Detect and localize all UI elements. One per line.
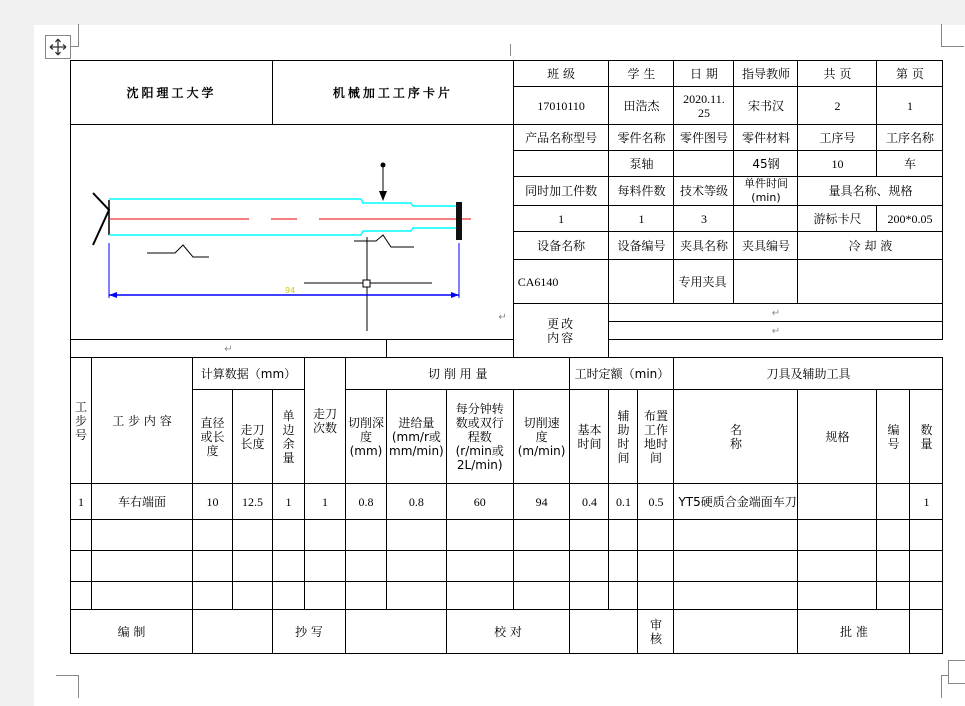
label-per-blank: 每料件数 xyxy=(609,177,674,206)
footer-review-value xyxy=(674,610,798,654)
col-base-time: 基本时间 xyxy=(570,390,609,484)
text-cursor-mark xyxy=(510,44,511,56)
label-tech-grade: 技术等级 xyxy=(674,177,734,206)
fixture-name-value: 专用夹具 xyxy=(674,260,734,304)
header-label-teacher: 指导教师 xyxy=(734,61,798,87)
student-value: 田浩杰 xyxy=(609,87,674,125)
label-part-name: 零件名称 xyxy=(609,125,674,151)
part-sketch xyxy=(71,125,505,340)
group-calc-data: 计算数据（mm） xyxy=(193,358,305,390)
col-layout-time: 布置工作地时间 xyxy=(638,390,674,484)
col-tool-qty: 数量 xyxy=(910,390,943,484)
col-tool-no: 编号 xyxy=(877,390,910,484)
per-blank-value: 1 xyxy=(609,206,674,232)
footer-compile-value xyxy=(193,610,273,654)
col-tool-spec: 规格 xyxy=(798,390,877,484)
label-fixture-no: 夹具编号 xyxy=(734,232,798,260)
change-line-3: ↵ xyxy=(71,340,387,358)
table-move-handle[interactable] xyxy=(45,35,71,59)
label-simultaneous-count: 同时加工件数 xyxy=(513,177,609,206)
footer-compile-label: 编 制 xyxy=(71,610,193,654)
part-material-value: 45钢 xyxy=(734,151,798,177)
step-aux-time: 0.1 xyxy=(609,484,638,520)
simultaneous-count-value: 1 xyxy=(513,206,609,232)
product-model-value xyxy=(513,151,609,177)
col-diameter: 直径或长度 xyxy=(193,390,233,484)
header-label-date: 日 期 xyxy=(674,61,734,87)
label-coolant: 冷 却 液 xyxy=(798,232,943,260)
part-drawing-no-value xyxy=(674,151,734,177)
step-speed: 94 xyxy=(513,484,570,520)
step-depth: 0.8 xyxy=(346,484,387,520)
table-row xyxy=(71,551,943,582)
change-line-1: ↵ xyxy=(609,304,943,322)
footer-approve-label: 批 准 xyxy=(798,610,910,654)
label-equipment-name: 设备名称 xyxy=(513,232,609,260)
dimension-label: 94 xyxy=(285,286,296,295)
crop-mark-top-right xyxy=(941,24,964,47)
group-tools: 刀具及辅助工具 xyxy=(674,358,943,390)
part-name-value: 泵轴 xyxy=(609,151,674,177)
col-feed: 进给量(mm/r或mm/min) xyxy=(387,390,447,484)
label-part-drawing-no: 零件图号 xyxy=(674,125,734,151)
step-passes: 1 xyxy=(305,484,346,520)
step-len: 12.5 xyxy=(233,484,273,520)
tech-grade-value: 3 xyxy=(674,206,734,232)
step-tool-spec xyxy=(798,484,877,520)
col-allowance: 单边余量 xyxy=(273,390,305,484)
label-process-no: 工序号 xyxy=(798,125,877,151)
crop-mark-bottom-left xyxy=(56,675,79,698)
university-name: 沈阳理工大学 xyxy=(71,61,273,125)
col-step-no: 工步号 xyxy=(71,358,92,484)
label-equipment-no: 设备编号 xyxy=(609,232,674,260)
col-passes: 走刀次数 xyxy=(305,358,346,484)
part-drawing-cell: 94 ↵ xyxy=(71,125,514,340)
footer-review-label: 审核 xyxy=(638,610,674,654)
date-value: 2020.11.25 xyxy=(674,87,734,125)
class-value: 17010110 xyxy=(513,87,609,125)
label-part-material: 零件材料 xyxy=(734,125,798,151)
gauge-name-value: 游标卡尺 xyxy=(798,206,877,232)
teacher-value: 宋书汉 xyxy=(734,87,798,125)
card-title: 机械加工工序卡片 xyxy=(273,61,514,125)
col-cut-depth: 切削深度(mm) xyxy=(346,390,387,484)
step-layout-time: 0.5 xyxy=(638,484,674,520)
step-allow: 1 xyxy=(273,484,305,520)
col-feed-length: 走刀长度 xyxy=(233,390,273,484)
footer-approve-value xyxy=(910,610,943,654)
step-tool-no xyxy=(877,484,910,520)
move-icon xyxy=(49,38,67,56)
step-base-time: 0.4 xyxy=(570,484,609,520)
process-no-value: 10 xyxy=(798,151,877,177)
resize-handle[interactable] xyxy=(948,660,965,684)
group-cutting: 切 削 用 量 xyxy=(346,358,570,390)
change-line-2: ↵ xyxy=(609,322,943,340)
col-step-content: 工 步 内 容 xyxy=(92,358,193,484)
table-row xyxy=(71,484,943,520)
header-label-student: 学 生 xyxy=(609,61,674,87)
footer-proofread-value xyxy=(570,610,638,654)
group-time: 工时定额（min） xyxy=(570,358,674,390)
step-tool-qty: 1 xyxy=(910,484,943,520)
label-fixture-name: 夹具名称 xyxy=(674,232,734,260)
equipment-no-value xyxy=(609,260,674,304)
coolant-value xyxy=(798,260,943,304)
footer-copy-value xyxy=(346,610,447,654)
page-value: 1 xyxy=(877,87,943,125)
step-rpm: 60 xyxy=(446,484,513,520)
col-tool-name: 名称 xyxy=(674,390,798,484)
change-content-label: 更改内容 xyxy=(513,304,609,358)
step-feed: 0.8 xyxy=(387,484,447,520)
footer-copy-label: 抄 写 xyxy=(273,610,346,654)
total-pages-value: 2 xyxy=(798,87,877,125)
col-rpm: 每分钟转数或双行程数(r/min或2L/min) xyxy=(446,390,513,484)
header-label-class: 班 级 xyxy=(513,61,609,87)
unit-time-value xyxy=(734,206,798,232)
table-row xyxy=(71,520,943,551)
step-dia: 10 xyxy=(193,484,233,520)
label-process-name: 工序名称 xyxy=(877,125,943,151)
step-no: 1 xyxy=(71,484,92,520)
table-row xyxy=(71,582,943,610)
fixture-no-value xyxy=(734,260,798,304)
header-label-total-pages: 共 页 xyxy=(798,61,877,87)
step-tool-name: YT5硬质合金端面车刀 xyxy=(674,484,798,520)
step-content: 车右端面 xyxy=(92,484,193,520)
col-speed: 切削速度(m/min) xyxy=(513,390,570,484)
col-aux-time: 辅助时间 xyxy=(609,390,638,484)
process-card-table xyxy=(70,60,943,654)
gauge-spec-value: 200*0.05 xyxy=(877,206,943,232)
footer-proofread-label: 校 对 xyxy=(446,610,570,654)
equipment-name-value: CA6140 xyxy=(513,260,609,304)
label-product-model: 产品名称型号 xyxy=(513,125,609,151)
header-label-page: 第 页 xyxy=(877,61,943,87)
label-gauge: 量具名称、规格 xyxy=(798,177,943,206)
process-name-value: 车 xyxy=(877,151,943,177)
label-unit-time: 单件时间(min) xyxy=(734,177,798,206)
